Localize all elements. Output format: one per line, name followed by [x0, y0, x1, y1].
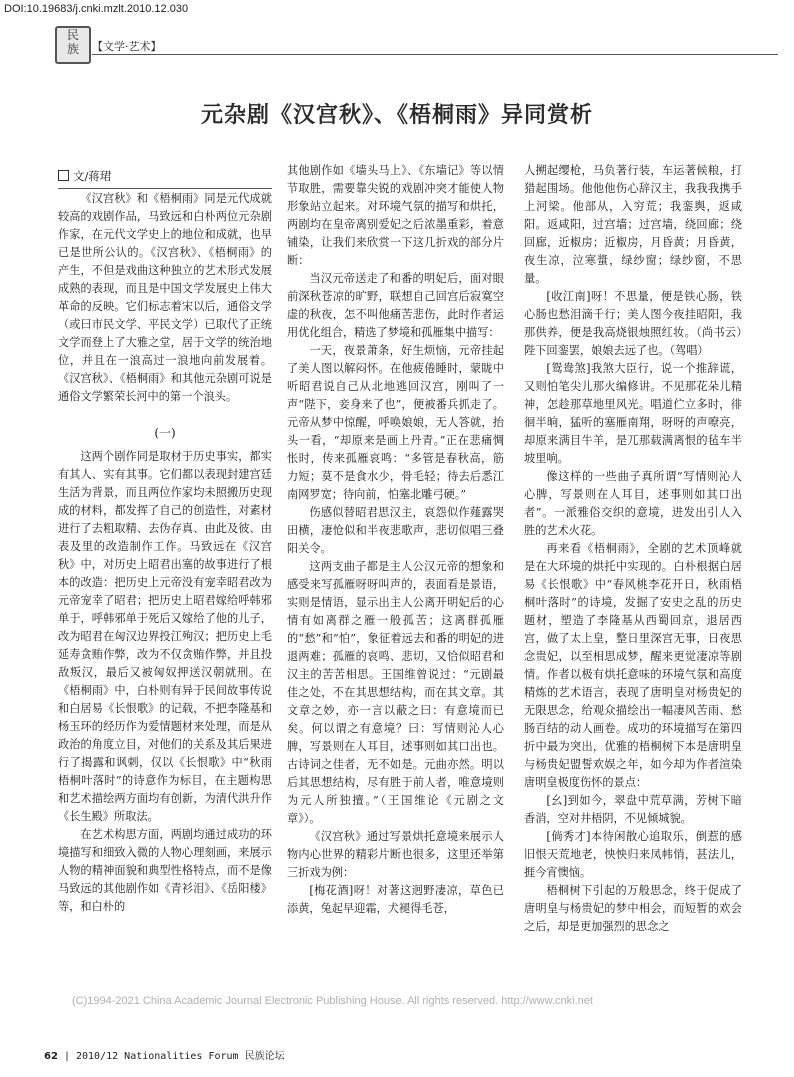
paragraph: 这两支曲子都是主人公汉元帝的想象和感受来写孤雁呀呀叫声的，表面看是景语，实则是情语，显示出主人公离开明妃后的心情有如离群之雁一般孤苦；这离群孤雁的“愁”和“怕”，象征着远去和番的明妃的进退两难；孤雁的哀鸣、悲切，又恰似昭君和汉主的苦苦相思。王国维曾说过：“元剧最佳之处，不在其思想结构，而在其文章。其文章之妙，亦一言以蔽之曰：有意境而已矣。何以谓之有意境？曰：写情则沁人心脾，写景则在人耳目，述事则如其口出也。古诗词之佳者，无不如是。元曲亦然。明以后其思想结构，尽有胜于前人者，唯意境则为元人所独擅。”（王国维论《元剧之文章》）。	[287, 560, 504, 825]
byline	[58, 168, 272, 188]
paragraph: 人搠起缨枪，马负著行装，车运著候粮，打猎起围场。他他他伤心辞汉主，我我我携手上河梁。他部从，入穷荒；我銮舆，返咸阳。返咸阳，过宫墙；过宫墙，绕回廊；绕回廊，近椒房；近椒房，月昏黄；月昏黄，夜生凉，泣寒螀，绿纱窗；绿纱窗，不思量。	[524, 164, 742, 285]
paragraph: 在艺术构思方面，两剧均通过成功的环境描写和细致入微的人物心理刻画，来展示人物的精神面貌和典型性格特点，而不是像马致远的其他剧作如《青衫泪》、《岳阳楼》等，和白朴的	[58, 828, 272, 913]
paragraph: [梅花酒]呀！对著这迥野凄凉，草色已添黄，兔起早迎霜，犬褪得毛苍，	[287, 884, 504, 915]
journal-name-cn: 民族论坛	[244, 1051, 285, 1062]
paragraph: 《汉宫秋》和《梧桐雨》同是元代成就较高的戏剧作品，马致远和白朴两位元杂剧作家，在元代文学史上的地位和成就，也早已是世所公认的。《汉宫秋》、《梧桐雨》的产生，不但是戏曲这种独立的艺术形式发展成熟的表现，而且是中国文学发展史上伟大革命的反映。它们标志着宋以后，通俗文学（或曰市民文学、平民文学）已取代了正统文学而登上了大雅之堂，居于文学的统治地位，并且在一浪高过一浪地向前发展着。《汉宫秋》、《梧桐雨》和其他元杂剧可说是通俗文学繁荣长河中的第一个浪头。	[58, 192, 272, 403]
section-heading: (一)	[154, 426, 176, 440]
paragraph: 像这样的一些曲子真所谓“写情则沁人心脾，写景则在人耳目，述事则如其口出者”。一派雅俗交织的意境，进发出引人入胜的艺术火花。	[524, 470, 742, 537]
paragraph: [倘秀才]本待闲散心追取乐，倒惹的感旧恨天荒地老，怏怏归来凤帏悄，甚法儿，捱今宵懊恼。	[524, 830, 742, 879]
header-rule	[92, 54, 778, 55]
page-footer: 62 | 2010/12 Nationalities Forum 民族论坛	[44, 1051, 285, 1062]
paragraph: [幺]到如今，翠盘中荒草满，芳树下暗香消，空对井梧阴，不见倾城貌。	[524, 794, 742, 825]
column-2	[287, 162, 504, 918]
column-3	[524, 162, 742, 936]
journal-name-en: Nationalities Forum	[124, 1051, 239, 1062]
section-tag: 【文学·艺术】	[92, 40, 162, 53]
paragraph: 一天，夜景萧条，好生烦恼，元帝挂起了美人图以解闷怀。在他疲倦睡时，蒙眬中听昭君说自己从北地逃回汉宫，刚叫了一声“陛下，妾身来了也”，便被番兵抓走了。元帝从梦中惊醒，呼唤娘娘，无人答就，抬头一看，“却原来是画上丹青。”正在悲痛惆怅时，传来孤雁哀鸣：“多管是春秋高，筋力短；莫不是食水少，骨毛轻；待去后悉江南网罗宽；待向前，怕塞北雕弓硬。”	[287, 344, 504, 501]
byline-rule	[58, 188, 272, 189]
byline-block	[58, 168, 272, 189]
paragraph: 当汉元帝送走了和番的明妃后，面对眼前深秋苍凉的旷野，联想自己回宫后寂寞空虚的秋夜，怎不叫他痛苦悲伤，此时作者运用优化组合，精选了梦境和孤雁集中描写：	[287, 272, 504, 339]
paragraph: [鸳鸯煞]我煞大臣行，说一个推辞谎，又则怕笔尖儿那火编修讲。不见那花朵儿精神，怎趁那草地里风光。唱道伫立多时，徘徊半晌，猛听的塞雁南翔，呀呀的声嘹亮，却原来满目牛羊，是兀那载满离恨的毡车半坡里响。	[524, 362, 742, 465]
logo-char: 族	[66, 42, 79, 56]
byline-text: 文/蒋珺	[73, 169, 112, 183]
paragraph: 梧桐树下引起的万般思念，终于促成了唐明皇与杨贵妃的梦中相会，而短暂的欢会之后，却是更加强烈的思念之	[524, 884, 742, 933]
square-bullet-icon	[58, 170, 69, 181]
page-number: 62	[44, 1051, 58, 1062]
paragraph: [收江南]呀！不思量，便是铁心肠，铁心肠也愁泪滴千行；美人图今夜挂昭阳，我那供养，便是我高烧银烛照红妆。（尚书云）陛下回銮罢，娘娘去远了也。（驾唱）	[524, 290, 742, 357]
paragraph: 《汉宫秋》通过写景烘托意境来展示人物内心世界的精彩片断也很多，这里还举第三折戏为例：	[287, 830, 504, 879]
issue: 2010/12	[75, 1051, 119, 1062]
section-gap	[58, 406, 272, 424]
paragraph: 再来看《梧桐雨》，全剧的艺术顶峰就是在大环境的烘托中实现的。白朴根据白居易《长恨歌》中“春风桃李花开日，秋雨梧桐叶落时”的诗境，发掘了安史之乱的历史题材，塑造了李隆基从西蜀回京，退居西宫，做了太上皇，整日里深宫无事，日夜思念贵妃，以至相思成梦，醒来更觉凄凉等剧情。作者以极有烘托意味的环境气氛和高度精炼的艺术语言，表现了唐明皇对杨贵妃的无限思念，给观众描绘出一幅凄风苦雨、愁肠百结的动人画卷。成功的环境描写在第四折中最为突出，优雅的梧桐树下本是唐明皇与杨贵妃盟誓欢娱之年，如今却为作者渲染唐明皇极度伤怀的景点：	[524, 542, 742, 789]
column-1	[58, 190, 272, 916]
journal-logo	[55, 26, 91, 64]
copyright-watermark: (C)1994-2021 China Academic Journal Electronic Publishing House. All rights reserved. http://www.cnki.net	[72, 995, 593, 1007]
article-title: 元杂剧《汉宫秋》、《梧桐雨》异同赏析	[200, 102, 593, 128]
paragraph: 伤感似替昭君思汉主，哀怨似作薤露哭田横，凄怆似和半夜悲歌声，悲切似唱三叠阳关令。	[287, 506, 504, 555]
paragraph: 其他剧作如《墙头马上》、《东墙记》等以情节取胜，需要靠尖锐的戏剧冲突才能使人物形象站立起来。对环境气氛的描写和烘托，两剧均在皇帝离别爱妃之后浓墨重彩，着意铺染，让我们来欣赏一下这几折戏的部分片断：	[287, 164, 504, 267]
doi-text: DOI:10.19683/j.cnki.mzlt.2010.12.030	[4, 3, 189, 15]
logo-char: 民	[66, 28, 79, 42]
paragraph: 这两个剧作同是取材于历史事实，都实有其人、实有其事。它们都以表现封建宫廷生活为背景，而且两位作家均未照搬历史现成的材料，都发挥了自己的创造性，对素材进行了去粗取精、去伪存真、由此及彼、由表及里的改造制作工作。马致远在《汉宫秋》中，对历史上昭君出塞的故事进行了根本的改造：把历史上元帝没有宠幸昭君改为元帝宠幸了昭君；把历史上昭君嫁给呼韩邪单于，呼韩邪单于死后又嫁给了他的儿子，改为昭君在匈汉边界投江殉汉；把历史上毛延寿贪贿作弊，改为不仅贪贿作弊，并且投敌叛汉，最后又被匈奴押送汉朝就刑。在《梧桐雨》中，白朴则有异于民间故事传说和白居易《长恨歌》的记载，不把李隆基和杨玉环的经历作为爱情题材来处理，而是从政治的角度立目，对他们的关系及其后果进行了揭露和讽刺，仅以《长恨歌》中“秋雨梧桐叶落时”的诗意作为标目，在主题构思和艺术描绘两方面均有创新，为清代洪升作《长生殿》所取法。	[58, 450, 272, 823]
